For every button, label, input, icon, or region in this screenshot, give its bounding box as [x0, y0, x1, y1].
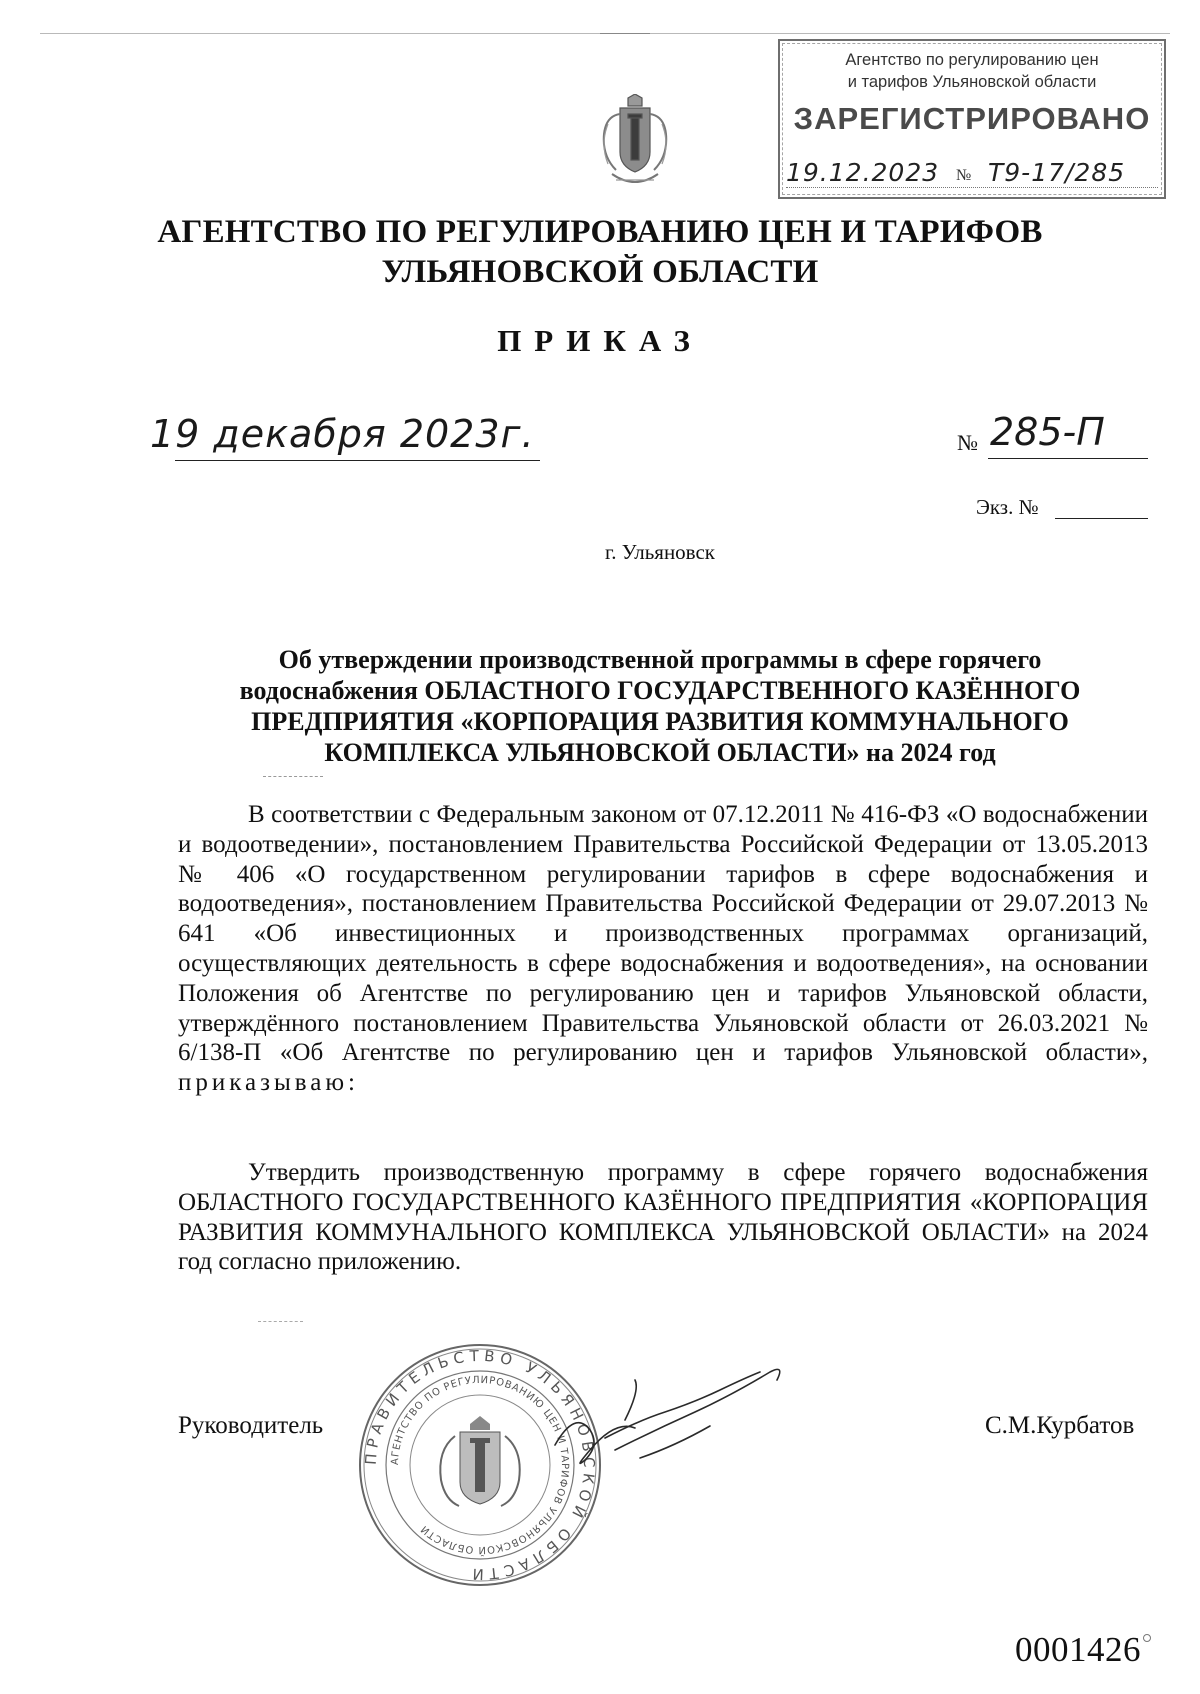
- order-date-underline: [175, 460, 540, 461]
- signatory-position: Руководитель: [178, 1412, 324, 1439]
- seal-emblem-icon: [440, 1416, 519, 1506]
- document-type-title: ПРИКАЗ: [497, 323, 703, 358]
- stamp-date: 19.12.2023: [786, 158, 940, 187]
- order-subject: [160, 644, 1160, 768]
- subject-line1: Об утверждении производственной программы в сфере горячего: [278, 645, 1042, 674]
- order-word: приказываю:: [178, 1069, 359, 1097]
- coat-of-arms-icon: [598, 94, 672, 194]
- seal-outer-text: ПРАВИТЕЛЬСТВО УЛЬЯНОВСКОЙ ОБЛАСТИ: [361, 1346, 599, 1584]
- city-name: г. Ульяновск: [604, 540, 715, 564]
- subject-line4: КОМПЛЕКСА УЛЬЯНОВСКОЙ ОБЛАСТИ» на 2024 год: [324, 738, 996, 767]
- seal-inner-text: АГЕНТСТВО ПО РЕГУЛИРОВАНИЮ ЦЕН И ТАРИФОВ УЛЬЯНОВСКОЙ ОБЛАСТИ: [389, 1374, 571, 1556]
- agency-line2: УЛЬЯНОВСКОЙ ОБЛАСТИ: [381, 254, 819, 290]
- registration-stamp: [778, 39, 1166, 199]
- copy-number-line: [1055, 518, 1148, 519]
- signatory-name: С.М.Курбатов: [985, 1412, 1135, 1439]
- agency-name-header: [0, 212, 1200, 292]
- stamp-agency-line2: и тарифов Ульяновской области: [847, 73, 1097, 91]
- preamble-text: В соответствии с Федеральным законом от 07.12.2011 № 416-ФЗ «О водоснабжении и водоотведении», постановлением Правительства Российской Федерации от 13.05.2013 № 406 «О государственном регулировании тарифов в сфере водоснабжения и водоотведения», постановлением Правительства Российской Федерации от 29.07.2013 № 641 «Об инвестиционных и производственных программах организаций, осуществляющих деятельность в сфере водоснабжения и водоотведения», на основании Положения об Агентстве по регулированию цен и тарифов Ульяновской области, утверждённого постановлением Правительства Ульяновской области от 26.03.2021 № 6/138-П «Об Агентстве по регулированию цен и тарифов Ульяновской области»,: [178, 801, 1148, 1067]
- stamp-number-label: №: [956, 167, 972, 184]
- resolution-text: Утвердить производственную программу в сфере горячего водоснабжения ОБЛАСТНОГО ГОСУДАРСТВЕННОГО КАЗЁННОГО ПРЕДПРИЯТИЯ «КОРПОРАЦИЯ РАЗВИТИЯ КОММУНАЛЬНОГО КОМПЛЕКСА УЛЬЯНОВСКОЙ ОБЛАСТИ» на 2024 год согласно приложению.: [178, 1159, 1148, 1276]
- resolution-scan-mark: [258, 1321, 303, 1322]
- stamp-registered-title: ЗАРЕГИСТРИРОВАНО: [793, 101, 1151, 136]
- order-number-label: №: [957, 430, 978, 455]
- resolution-paragraph: [178, 1158, 1148, 1277]
- serial-dot-mark: [1143, 1634, 1151, 1642]
- form-serial-number: 0001426: [1015, 1630, 1141, 1669]
- stamp-underline: [786, 187, 1158, 188]
- handwritten-signature: [545, 1350, 805, 1500]
- stamp-number: Т9-17/285: [988, 158, 1126, 187]
- order-number-handwritten: 285-П: [990, 410, 1105, 454]
- subject-line3: ПРЕДПРИЯТИЯ «КОРПОРАЦИЯ РАЗВИТИЯ КОММУНАЛЬНОГО: [251, 707, 1069, 736]
- copy-number-label: Экз. №: [976, 495, 1039, 519]
- order-date-handwritten: 19 декабря 2023г.: [150, 412, 535, 456]
- top-tick-mark: [600, 33, 650, 34]
- subject-line2: водоснабжения ОБЛАСТНОГО ГОСУДАРСТВЕННОГО КАЗЁННОГО: [239, 676, 1081, 705]
- preamble-paragraph: [178, 800, 1148, 1098]
- stamp-agency-line1: Агентство по регулированию цен: [845, 51, 1099, 69]
- subject-scan-mark: [263, 776, 323, 777]
- order-number-underline: [988, 458, 1148, 459]
- agency-line1: АГЕНТСТВО ПО РЕГУЛИРОВАНИЮ ЦЕН И ТАРИФОВ: [157, 214, 1043, 250]
